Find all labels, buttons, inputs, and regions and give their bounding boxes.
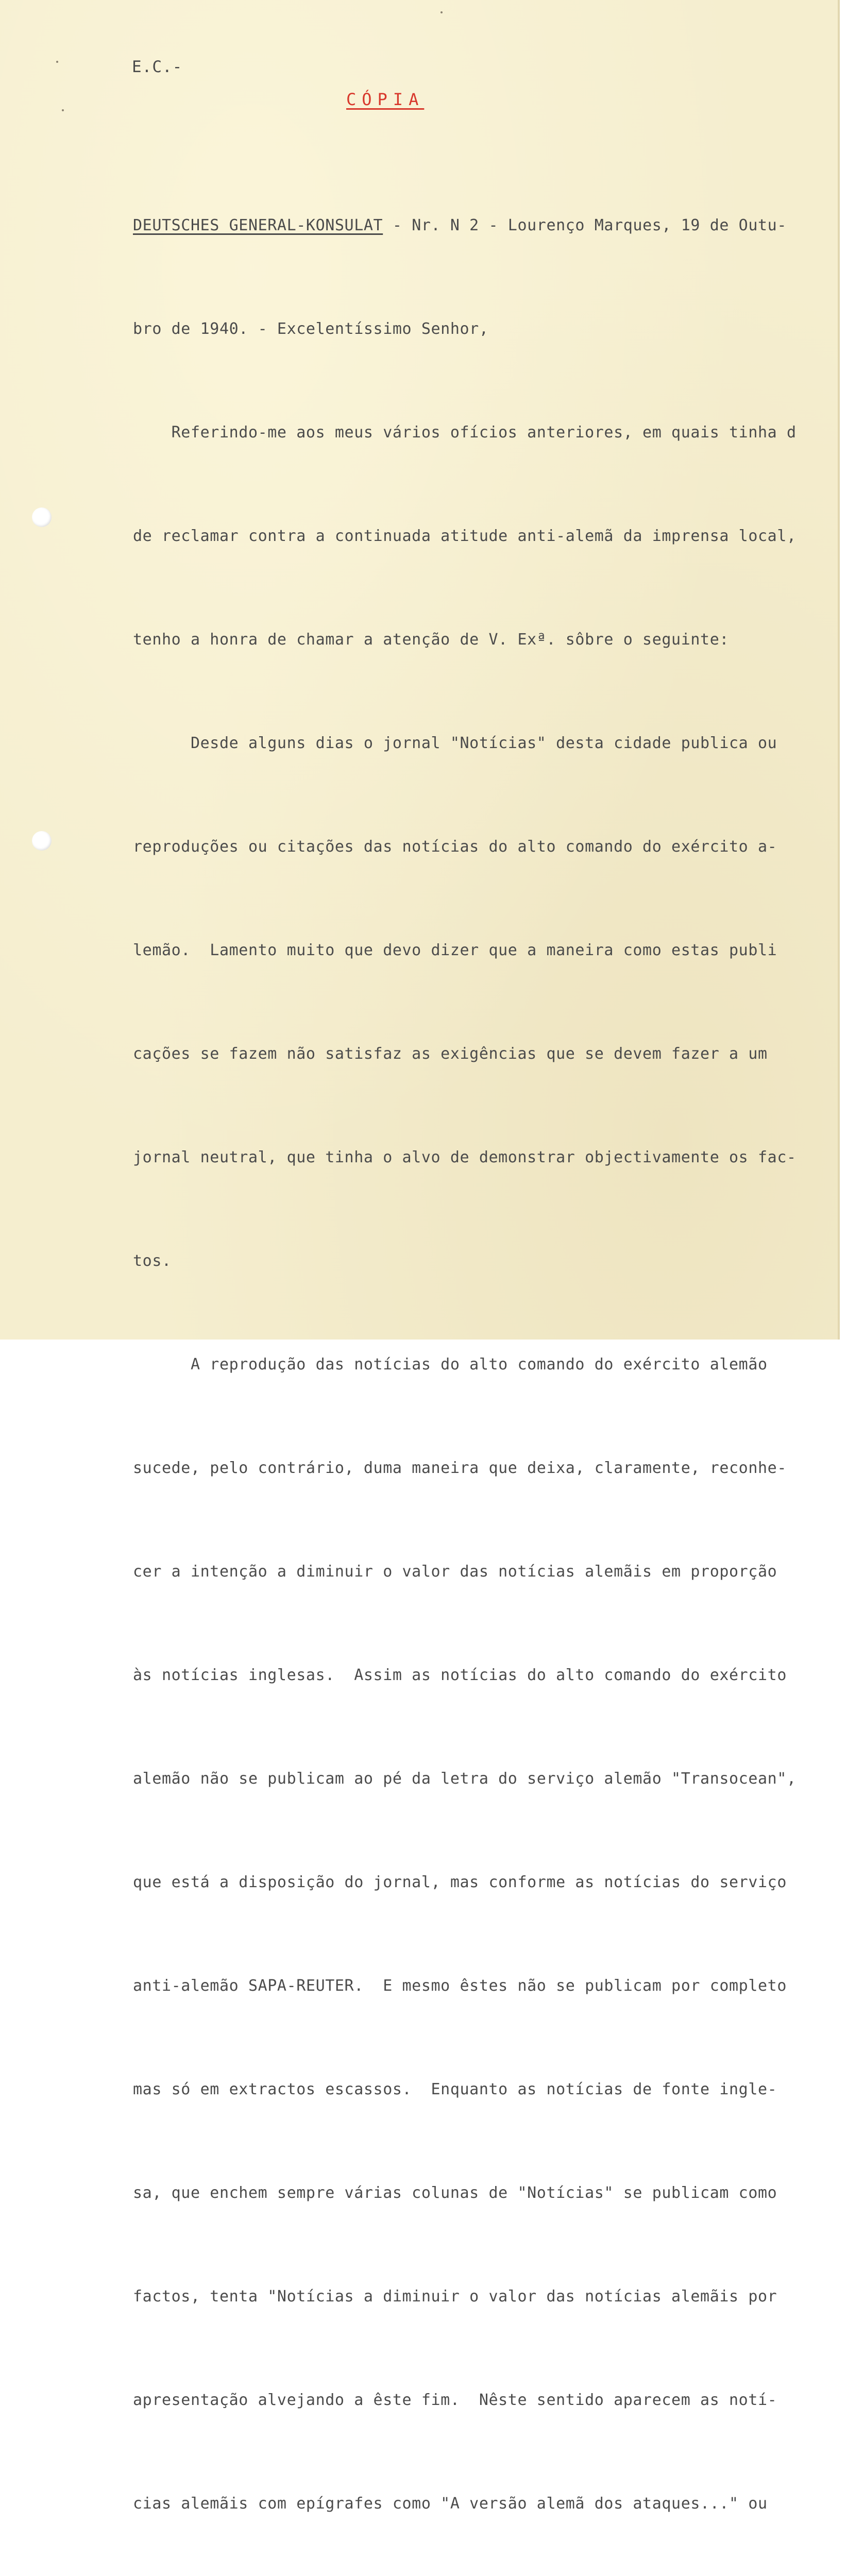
letter-line: reproduções ou citações das notícias do alto comando do exército a- <box>133 838 777 856</box>
letter-line: cias alemãis com epígrafes como "A versão alemã dos ataques..." ou <box>133 2495 768 2513</box>
punch-hole-bottom <box>32 831 52 851</box>
letter-line-header <box>133 208 841 243</box>
letter-line: A reprodução das notícias do alto comando do exército alemão <box>133 1355 768 1374</box>
punch-hole-top <box>32 507 52 527</box>
letter-line: lemão. Lamento muito que devo dizer que a maneira como estas publi <box>133 941 777 959</box>
document-title: CÓPIA <box>346 90 425 109</box>
letter-line: que está a disposição do jornal, mas conforme as notícias do serviço <box>133 1873 787 1891</box>
letter-line: anti-alemão SAPA-REUTER. E mesmo êstes não se publicam por completo <box>133 1977 787 1995</box>
letter-line: bro de 1940. - Excelentíssimo Senhor, <box>133 320 489 338</box>
letter-line: Referindo-me aos meus vários ofícios anteriores, em quais tinha d <box>133 423 797 442</box>
letter-line: às notícias inglesas. Assim as notícias do alto comando do exército <box>133 1666 787 1684</box>
paper-speck <box>56 61 58 63</box>
letter-line: tenho a honra de chamar a atenção de V. Exª. sôbre o seguinte: <box>133 631 730 649</box>
letter-line: apresentação alvejando a êste fim. Nêste sentido aparecem as notí- <box>133 2391 777 2409</box>
letter-body <box>133 139 841 2576</box>
letter-line: sucede, pelo contrário, duma maneira que deixa, claramente, reconhe- <box>133 1459 787 1477</box>
paper-speck <box>62 109 64 111</box>
consulate-name: DEUTSCHES GENERAL-KONSULAT <box>133 216 383 234</box>
letter-line: factos, tenta "Notícias a diminuir o valor das notícias alemãis por <box>133 2287 777 2306</box>
letter-line: mas só em extractos escassos. Enquanto as notícias de fonte ingle- <box>133 2080 777 2098</box>
letter-line: de reclamar contra a continuada atitude anti-alemã da imprensa local, <box>133 527 797 545</box>
paper-speck <box>441 11 443 13</box>
letter-line: jornal neutral, que tinha o alvo de demonstrar objectivamente os fac- <box>133 1148 797 1166</box>
letter-line: cer a intenção a diminuir o valor das notícias alemãis em proporção <box>133 1563 777 1581</box>
letter-line: Desde alguns dias o jornal "Notícias" desta cidade publica ou <box>133 734 777 752</box>
letter-line: - Nr. N 2 - Lourenço Marques, 19 de Outu- <box>383 216 787 234</box>
letter-line: cações se fazem não satisfaz as exigências que se devem fazer a um <box>133 1045 768 1063</box>
letter-line: sa, que enchem sempre várias colunas de "Notícias" se publicam como <box>133 2184 777 2202</box>
letter-line: alemão não se publicam ao pé da letra do serviço alemão "Transocean", <box>133 1770 797 1788</box>
letter-line: tos. <box>133 1252 172 1270</box>
reference-code: E.C.- <box>132 58 183 76</box>
